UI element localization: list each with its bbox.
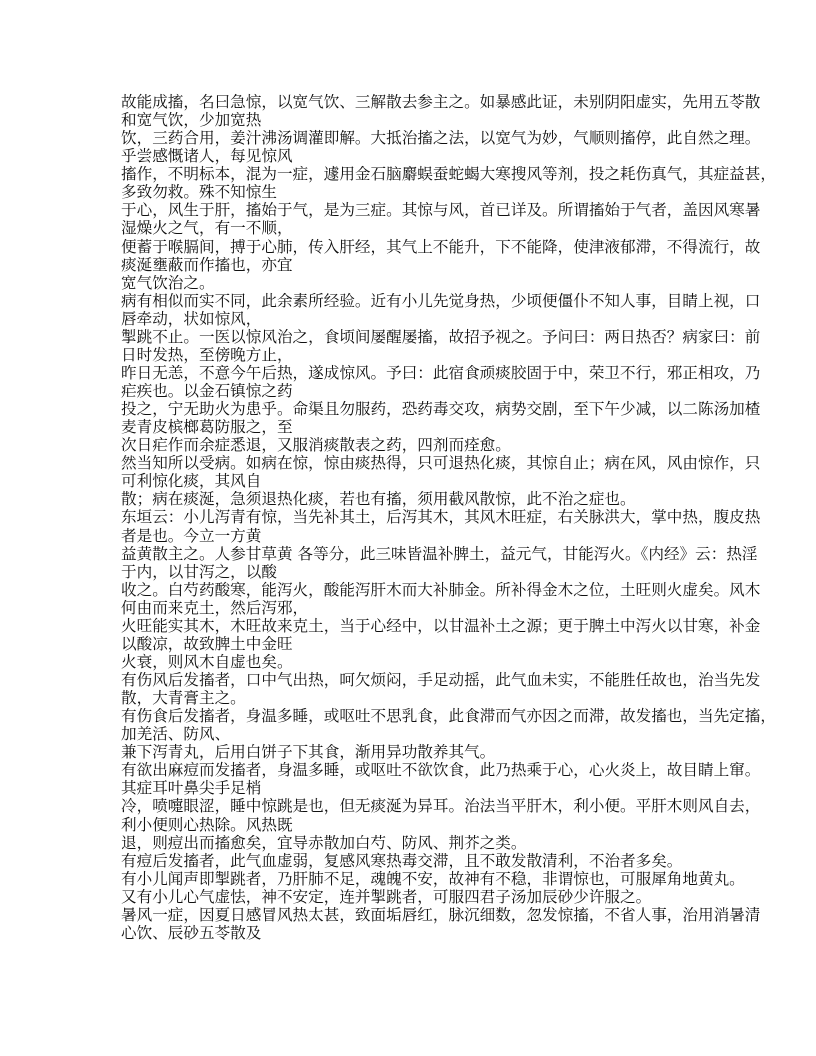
text-line: 有小儿闻声即掣跳者，乃肝肺不足，魂魄不安，故神有不稳，非谓惊也，可服犀角地黄丸。 [121,869,745,888]
text-line: 便蓄于喉膈间，搏于心肺，传入肝经，其气上不能升，下不能降，使津液郁滞，不得流行，故 [121,237,761,256]
text-line: 搐作，不明标本，混为一症，遽用金石脑麝蜈蚕蛇蝎大寒搜风等剂，投之耗伤真气，其症益甚， [121,165,776,184]
text-line: 昨日无恙，不意今午后热，遂成惊风。予曰：此宿食顽痰胶固于中，荣卫不行，邪正相攻，乃 [121,363,761,382]
text-line: 冷，喷嚏眼涩，睡中惊跳是也，但无痰涎为异耳。治法当平肝木，利小便。平肝木则风自去， [121,797,761,816]
text-line: 又有小儿心气虚怯，神不安定，连并掣跳者，可服四君子汤加辰砂少许服之。 [121,887,652,906]
text-line: 宽气饮治之。 [121,273,215,292]
text-line: 火衰，则风木自虚也矣。 [121,652,293,671]
text-line: 次日疟作而余症悉退，又服消痰散表之药，四剂而痊愈。 [121,436,511,455]
text-line: 疟疾也。以金石镇惊之药 [121,382,293,400]
text-line: 唇牵动，状如惊风， [121,309,262,328]
text-line: 于心，风生于肝，搐始于气，是为三症。其惊与风，首已详及。所谓搐始于气者，盖因风寒暑 [121,201,761,220]
text-line: 多致勿救。殊不知惊生 [121,183,277,202]
text-line: 湿燥火之气，有一不顺， [121,219,293,238]
text-line: 然当知所以受病。如病在惊，惊由痰热得，只可退热化痰，其惊自止；病在风，风由惊作，只 [121,454,761,473]
text-line: 乎尝感慨诸人，每见惊风 [121,147,293,166]
text-line: 东垣云：小儿泻青有惊，当先补其土，后泻其木，其风木旺症，右关脉洪大，掌中热，腹皮热 [121,508,761,527]
text-line: 日时发热，至傍晚方止， [121,345,293,364]
text-line: 病有相似而实不同，此余素所经验。近有小儿先觉身热，少顷便僵仆不知人事，目睛上视，口 [121,291,761,310]
text-line: 散；病在痰涎，急须退热化痰，若也有搐，须用截风散惊，此不治之症也。 [121,490,636,509]
text-line: 兼下泻青丸，后用白饼子下其食，渐用异功散养其气。 [121,743,496,762]
text-line: 何由而来克土，然后泻邪， [121,598,309,617]
document-page [121,93,776,942]
text-line: 掣跳不止。一医以惊风治之，食顷间屡醒屡搐，故招予视之。予问曰：两日热否？病家曰：前 [121,327,761,346]
text-line: 收之。白芍药酸寒，能泻火，酸能泻肝木而大补肺金。所补得金木之位，土旺则火虚矣。风木 [121,580,761,599]
text-line: 退，则痘出而搐愈矣，宜导赤散加白芍、防风、荆芥之类。 [121,833,527,852]
text-line: 有伤食后发搐者，身温多睡，或呕吐不思乳食，此食滞而气亦因之而滞，故发搐也，当先定搐， [121,707,776,726]
text-line: 有痘后发搐者，此气血虚弱，复感风寒热毒交滞，且不敢发散清利，不治者多矣。 [121,851,683,870]
text-line: 者是也。今立一方黄 [121,526,262,545]
text-line: 饮，三药合用，姜汁沸汤调灌即解。大抵治搐之法，以宽气为妙，气顺则搐停，此自然之理。 [121,129,761,148]
text-line: 心饮、辰砂五苓散及 [121,923,262,942]
text-line: 散，大青膏主之。 [121,689,246,708]
text-line: 可利惊化痰，其风自 [121,472,262,491]
text-line: 有欲出麻痘而发搐者，身温多睡，或呕吐不欲饮食，此乃热乘于心，心火炎上，故目睛上窜。 [121,761,761,780]
text-line: 痰涎壅蔽而作搐也，亦宜 [121,255,293,274]
text-line: 故能成搐，名曰急惊，以宽气饮、三解散去参主之。如暴感此证，未别阴阳虚实，先用五苓散 [121,93,761,111]
text-line: 其症耳叶鼻尖手足梢 [121,779,262,798]
text-line: 以酸凉，故致脾土中金旺 [121,634,293,653]
text-line: 和宽气饮，少加宽热 [121,111,262,130]
text-line: 麦青皮槟榔葛防服之，至 [121,418,293,437]
text-line: 暑风一症，因夏日感冒风热太甚，致面垢唇红，脉沉细数，忽发惊搐，不省人事，治用消暑清 [121,905,761,924]
text-line: 投之，宁无助火为患乎。命渠且勿服药，恐药毒交攻，病势交剧，至下午少减，以二陈汤加楂 [121,400,761,419]
text-line: 益黄散主之。人参甘草黄 各等分，此三味皆温补脾土，益元气，甘能泻火。《内经》云：热淫 [121,544,758,563]
text-line: 于内，以甘泻之，以酸 [121,562,277,581]
text-line: 有伤风后发搐者，口中气出热，呵欠烦闷，手足动摇，此气血未实，不能胜任故也，治当先发 [121,671,761,689]
text-line: 利小便则心热除。风热既 [121,815,293,834]
text-line: 加羌活、防风、 [121,725,231,744]
text-line: 火旺能实其木，木旺故来克土，当于心经中，以甘温补土之源；更于脾土中泻火以甘寒，补金 [121,616,761,635]
